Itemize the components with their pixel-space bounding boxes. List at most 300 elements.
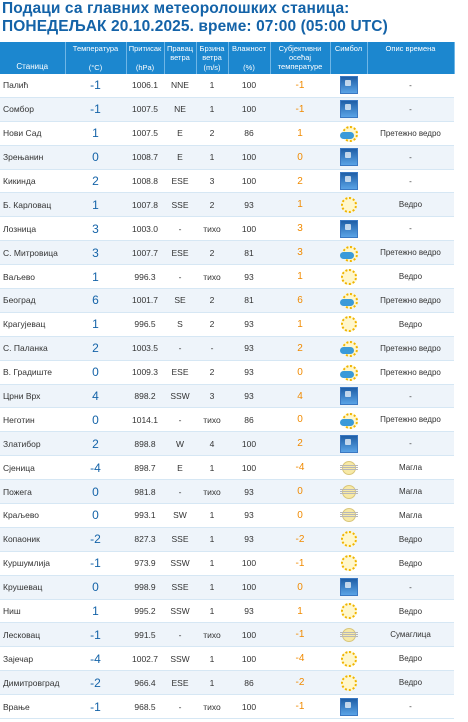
station-name: Крушевац	[0, 575, 65, 599]
wind-direction-value: W	[164, 432, 196, 456]
table-header-row	[0, 42, 454, 74]
symbol-cell	[330, 169, 367, 193]
pressure-value: 1003.5	[126, 336, 164, 360]
pressure-value: 996.5	[126, 312, 164, 336]
feel-value: -1	[270, 623, 330, 647]
feel-value: 2	[270, 432, 330, 456]
feel-value: 0	[270, 408, 330, 432]
pressure-value: 996.3	[126, 265, 164, 289]
page-title	[0, 0, 468, 42]
station-name: Пожега	[0, 480, 65, 504]
description-value: Претежно ведро	[367, 121, 454, 145]
station-name: Сомбор	[0, 97, 65, 121]
wind-direction-value: SE	[164, 289, 196, 313]
wind-speed-value: тихо	[196, 217, 228, 241]
title-line-1: Подаци са главних метеоролошких станица:	[2, 0, 350, 17]
temperature-value: -1	[65, 74, 126, 97]
pressure-value: 898.7	[126, 456, 164, 480]
wind-direction-value: E	[164, 145, 196, 169]
temperature-value: 2	[65, 169, 126, 193]
wind-speed-value: 1	[196, 575, 228, 599]
station-name: Лесковац	[0, 623, 65, 647]
description-value: -	[367, 384, 454, 408]
humidity-value: 100	[228, 74, 270, 97]
sun-icon	[340, 602, 358, 620]
pressure-value: 1014.1	[126, 408, 164, 432]
pressure-value: 1008.8	[126, 169, 164, 193]
feel-value: -4	[270, 456, 330, 480]
wind-speed-value: тихо	[196, 265, 228, 289]
description-value: Магла	[367, 456, 454, 480]
temperature-value: 6	[65, 289, 126, 313]
description-value: Ведро	[367, 527, 454, 551]
humidity-value: 93	[228, 504, 270, 528]
description-value: -	[367, 145, 454, 169]
wind-direction-value: SSE	[164, 193, 196, 217]
wind-direction-value: -	[164, 336, 196, 360]
wind-direction-value: SSE	[164, 575, 196, 599]
temperature-value: -1	[65, 97, 126, 121]
temperature-value: -4	[65, 456, 126, 480]
temperature-value: 2	[65, 336, 126, 360]
feel-value: 1	[270, 193, 330, 217]
pressure-value: 991.5	[126, 623, 164, 647]
clear-night-icon	[340, 172, 358, 190]
wind-speed-value: 2	[196, 241, 228, 265]
wind-direction-value: -	[164, 695, 196, 719]
wind-speed-value: тихо	[196, 408, 228, 432]
description-value: Ведро	[367, 671, 454, 695]
wind-speed-value: 2	[196, 312, 228, 336]
temperature-value: -1	[65, 623, 126, 647]
description-value: Претежно ведро	[367, 336, 454, 360]
table-row	[0, 599, 454, 623]
temperature-value: 1	[65, 599, 126, 623]
feel-value: 3	[270, 217, 330, 241]
feel-value: 2	[270, 169, 330, 193]
symbol-cell	[330, 527, 367, 551]
table-row	[0, 169, 454, 193]
description-value: Магла	[367, 504, 454, 528]
humidity-value: 100	[228, 695, 270, 719]
wind-speed-value: 3	[196, 384, 228, 408]
symbol-cell	[330, 289, 367, 313]
partly-cloudy-icon	[340, 244, 358, 262]
humidity-value: 86	[228, 408, 270, 432]
description-value: -	[367, 217, 454, 241]
wind-direction-value: ESE	[164, 671, 196, 695]
description-value: -	[367, 169, 454, 193]
symbol-cell	[330, 480, 367, 504]
table-row	[0, 384, 454, 408]
sun-icon	[340, 196, 358, 214]
humidity-value: 100	[228, 647, 270, 671]
feel-value: -2	[270, 671, 330, 695]
symbol-cell	[330, 74, 367, 97]
feel-value: 0	[270, 360, 330, 384]
humidity-value: 93	[228, 527, 270, 551]
wind-speed-value: 2	[196, 289, 228, 313]
humidity-value: 100	[228, 217, 270, 241]
pressure-value: 981.8	[126, 480, 164, 504]
table-row	[0, 551, 454, 575]
temperature-value: -2	[65, 671, 126, 695]
fog-icon	[340, 626, 358, 644]
table-row	[0, 193, 454, 217]
station-name: Б. Карловац	[0, 193, 65, 217]
station-name: Кикинда	[0, 169, 65, 193]
station-name: Ниш	[0, 599, 65, 623]
feel-value: 0	[270, 145, 330, 169]
sun-icon	[340, 530, 358, 548]
temperature-value: -2	[65, 527, 126, 551]
wind-speed-value: 4	[196, 432, 228, 456]
feel-value: -1	[270, 695, 330, 719]
wind-direction-value: NE	[164, 97, 196, 121]
sun-icon	[340, 674, 358, 692]
partly-cloudy-icon	[340, 339, 358, 357]
station-name: Сјеница	[0, 456, 65, 480]
description-value: Ведро	[367, 647, 454, 671]
wind-direction-value: -	[164, 480, 196, 504]
wind-direction-value: ESE	[164, 241, 196, 265]
symbol-cell	[330, 695, 367, 719]
humidity-value: 93	[228, 384, 270, 408]
description-value: Ведро	[367, 312, 454, 336]
description-value: Ведро	[367, 551, 454, 575]
table-row	[0, 265, 454, 289]
wind-direction-value: SSW	[164, 384, 196, 408]
pressure-value: 1007.5	[126, 121, 164, 145]
humidity-value: 81	[228, 241, 270, 265]
table-row	[0, 623, 454, 647]
pressure-value: 898.2	[126, 384, 164, 408]
humidity-value: 100	[228, 551, 270, 575]
station-name: Палић	[0, 74, 65, 97]
feel-value: 4	[270, 384, 330, 408]
description-value: Сумаглица	[367, 623, 454, 647]
table-row	[0, 432, 454, 456]
table-row	[0, 217, 454, 241]
wind-speed-value: 3	[196, 169, 228, 193]
header-humidity: Влажност (%)	[228, 42, 270, 74]
humidity-value: 93	[228, 336, 270, 360]
feel-value: 3	[270, 241, 330, 265]
humidity-value: 86	[228, 121, 270, 145]
symbol-cell	[330, 97, 367, 121]
feel-value: 2	[270, 336, 330, 360]
pressure-value: 993.1	[126, 504, 164, 528]
symbol-cell	[330, 456, 367, 480]
weather-table	[0, 42, 455, 719]
pressure-value: 973.9	[126, 551, 164, 575]
temperature-value: 3	[65, 241, 126, 265]
feel-value: -1	[270, 97, 330, 121]
symbol-cell	[330, 241, 367, 265]
header-pressure: Притисак (hPa)	[126, 42, 164, 74]
symbol-cell	[330, 647, 367, 671]
title-line-2: ПОНЕДЕЉАК 20.10.2025. време: 07:00 (05:00 UTC)	[2, 18, 388, 35]
wind-speed-value: 1	[196, 456, 228, 480]
description-value: Ведро	[367, 193, 454, 217]
station-name: Зрењанин	[0, 145, 65, 169]
temperature-value: 2	[65, 432, 126, 456]
temperature-value: 1	[65, 312, 126, 336]
header-wind-speed: Брзина ветра (m/s)	[196, 42, 228, 74]
feel-value: -1	[270, 551, 330, 575]
wind-speed-value: 1	[196, 671, 228, 695]
wind-speed-value: тихо	[196, 480, 228, 504]
table-row	[0, 74, 454, 97]
symbol-cell	[330, 360, 367, 384]
fog-icon	[340, 506, 358, 524]
description-value: -	[367, 74, 454, 97]
pressure-value: 1007.7	[126, 241, 164, 265]
humidity-value: 100	[228, 97, 270, 121]
pressure-value: 1006.1	[126, 74, 164, 97]
symbol-cell	[330, 623, 367, 647]
wind-direction-value: -	[164, 623, 196, 647]
temperature-value: 1	[65, 121, 126, 145]
wind-speed-value: 1	[196, 145, 228, 169]
wind-direction-value: S	[164, 312, 196, 336]
wind-speed-value: -	[196, 336, 228, 360]
feel-value: -4	[270, 647, 330, 671]
wind-direction-value: SSW	[164, 647, 196, 671]
table-row	[0, 504, 454, 528]
wind-direction-value: -	[164, 408, 196, 432]
table-row	[0, 527, 454, 551]
wind-direction-value: ESE	[164, 169, 196, 193]
station-name: Неготин	[0, 408, 65, 432]
sun-icon	[340, 268, 358, 286]
humidity-value: 100	[228, 456, 270, 480]
wind-direction-value: SW	[164, 504, 196, 528]
clear-night-icon	[340, 387, 358, 405]
feel-value: 1	[270, 312, 330, 336]
station-name: Црни Врх	[0, 384, 65, 408]
wind-speed-value: 1	[196, 527, 228, 551]
description-value: Магла	[367, 480, 454, 504]
symbol-cell	[330, 193, 367, 217]
wind-speed-value: 1	[196, 97, 228, 121]
wind-speed-value: 2	[196, 193, 228, 217]
symbol-cell	[330, 671, 367, 695]
station-name: Крагујевац	[0, 312, 65, 336]
description-value: Претежно ведро	[367, 241, 454, 265]
station-name: В. Градиште	[0, 360, 65, 384]
header-description: Опис времена	[367, 42, 454, 74]
station-name: Ваљево	[0, 265, 65, 289]
table-row	[0, 671, 454, 695]
description-value: Претежно ведро	[367, 289, 454, 313]
humidity-value: 100	[228, 145, 270, 169]
header-temperature: Температура (°C)	[65, 42, 126, 74]
symbol-cell	[330, 312, 367, 336]
station-name: Лозница	[0, 217, 65, 241]
station-name: Краљево	[0, 504, 65, 528]
wind-direction-value: -	[164, 217, 196, 241]
temperature-value: 0	[65, 480, 126, 504]
feel-value: 0	[270, 504, 330, 528]
wind-direction-value: SSW	[164, 599, 196, 623]
description-value: -	[367, 432, 454, 456]
temperature-value: 0	[65, 145, 126, 169]
feel-value: -1	[270, 74, 330, 97]
wind-direction-value: E	[164, 456, 196, 480]
partly-cloudy-icon	[340, 124, 358, 142]
symbol-cell	[330, 575, 367, 599]
temperature-value: -1	[65, 551, 126, 575]
station-name: С. Паланка	[0, 336, 65, 360]
humidity-value: 93	[228, 265, 270, 289]
symbol-cell	[330, 432, 367, 456]
table-row	[0, 695, 454, 719]
humidity-value: 93	[228, 599, 270, 623]
table-row	[0, 121, 454, 145]
station-name: С. Митровица	[0, 241, 65, 265]
humidity-value: 93	[228, 360, 270, 384]
feel-value: -2	[270, 527, 330, 551]
station-name: Београд	[0, 289, 65, 313]
pressure-value: 1009.3	[126, 360, 164, 384]
header-station: Станица	[0, 42, 65, 74]
description-value: Претежно ведро	[367, 360, 454, 384]
feel-value: 0	[270, 480, 330, 504]
table-row	[0, 575, 454, 599]
table-row	[0, 360, 454, 384]
symbol-cell	[330, 384, 367, 408]
table-row	[0, 336, 454, 360]
pressure-value: 1008.7	[126, 145, 164, 169]
station-name: Копаоник	[0, 527, 65, 551]
table-row	[0, 312, 454, 336]
clear-night-icon	[340, 148, 358, 166]
station-name: Нови Сад	[0, 121, 65, 145]
pressure-value: 827.3	[126, 527, 164, 551]
feel-value: 1	[270, 121, 330, 145]
header-symbol: Симбол	[330, 42, 367, 74]
pressure-value: 968.5	[126, 695, 164, 719]
temperature-value: 0	[65, 360, 126, 384]
wind-speed-value: тихо	[196, 623, 228, 647]
wind-speed-value: 2	[196, 121, 228, 145]
humidity-value: 100	[228, 575, 270, 599]
station-name: Златибор	[0, 432, 65, 456]
humidity-value: 100	[228, 432, 270, 456]
feel-value: 1	[270, 599, 330, 623]
wind-direction-value: -	[164, 265, 196, 289]
wind-direction-value: E	[164, 121, 196, 145]
humidity-value: 93	[228, 193, 270, 217]
table-row	[0, 456, 454, 480]
humidity-value: 81	[228, 289, 270, 313]
pressure-value: 995.2	[126, 599, 164, 623]
wind-speed-value: тихо	[196, 695, 228, 719]
wind-speed-value: 1	[196, 551, 228, 575]
temperature-value: 3	[65, 217, 126, 241]
description-value: -	[367, 575, 454, 599]
description-value: -	[367, 695, 454, 719]
description-value: -	[367, 97, 454, 121]
pressure-value: 1007.8	[126, 193, 164, 217]
feel-value: 1	[270, 265, 330, 289]
fog-icon	[340, 459, 358, 477]
humidity-value: 93	[228, 312, 270, 336]
station-name: Димитровград	[0, 671, 65, 695]
feel-value: 6	[270, 289, 330, 313]
symbol-cell	[330, 336, 367, 360]
table-row	[0, 289, 454, 313]
pressure-value: 966.4	[126, 671, 164, 695]
temperature-value: 1	[65, 265, 126, 289]
temperature-value: 1	[65, 193, 126, 217]
description-value: Ведро	[367, 265, 454, 289]
feel-value: 0	[270, 575, 330, 599]
symbol-cell	[330, 265, 367, 289]
pressure-value: 1001.7	[126, 289, 164, 313]
station-name: Куршумлија	[0, 551, 65, 575]
wind-direction-value: ESE	[164, 360, 196, 384]
symbol-cell	[330, 121, 367, 145]
sun-icon	[340, 554, 358, 572]
table-row	[0, 647, 454, 671]
humidity-value: 93	[228, 480, 270, 504]
station-name: Врање	[0, 695, 65, 719]
clear-night-icon	[340, 435, 358, 453]
pressure-value: 1007.5	[126, 97, 164, 121]
pressure-value: 1002.7	[126, 647, 164, 671]
header-feel: Субјективни осећај температуре	[270, 42, 330, 74]
temperature-value: 0	[65, 575, 126, 599]
humidity-value: 100	[228, 623, 270, 647]
wind-speed-value: 2	[196, 360, 228, 384]
clear-night-icon	[340, 220, 358, 238]
partly-cloudy-icon	[340, 291, 358, 309]
table-row	[0, 97, 454, 121]
header-wind-direction: Правац ветра	[164, 42, 196, 74]
temperature-value: 0	[65, 408, 126, 432]
clear-night-icon	[340, 578, 358, 596]
clear-night-icon	[340, 100, 358, 118]
clear-night-icon	[340, 76, 358, 94]
description-value: Претежно ведро	[367, 408, 454, 432]
wind-speed-value: 1	[196, 599, 228, 623]
pressure-value: 898.8	[126, 432, 164, 456]
wind-speed-value: 1	[196, 74, 228, 97]
wind-direction-value: NNE	[164, 74, 196, 97]
partly-cloudy-icon	[340, 411, 358, 429]
table-body	[0, 74, 454, 719]
symbol-cell	[330, 599, 367, 623]
table-row	[0, 480, 454, 504]
symbol-cell	[330, 408, 367, 432]
station-name: Зајечар	[0, 647, 65, 671]
table-row	[0, 408, 454, 432]
temperature-value: 4	[65, 384, 126, 408]
humidity-value: 86	[228, 671, 270, 695]
symbol-cell	[330, 217, 367, 241]
symbol-cell	[330, 504, 367, 528]
wind-direction-value: SSW	[164, 551, 196, 575]
temperature-value: -1	[65, 695, 126, 719]
partly-cloudy-icon	[340, 363, 358, 381]
pressure-value: 1003.0	[126, 217, 164, 241]
wind-speed-value: 1	[196, 504, 228, 528]
sun-icon	[340, 650, 358, 668]
clear-night-icon	[340, 698, 358, 716]
humidity-value: 100	[228, 169, 270, 193]
